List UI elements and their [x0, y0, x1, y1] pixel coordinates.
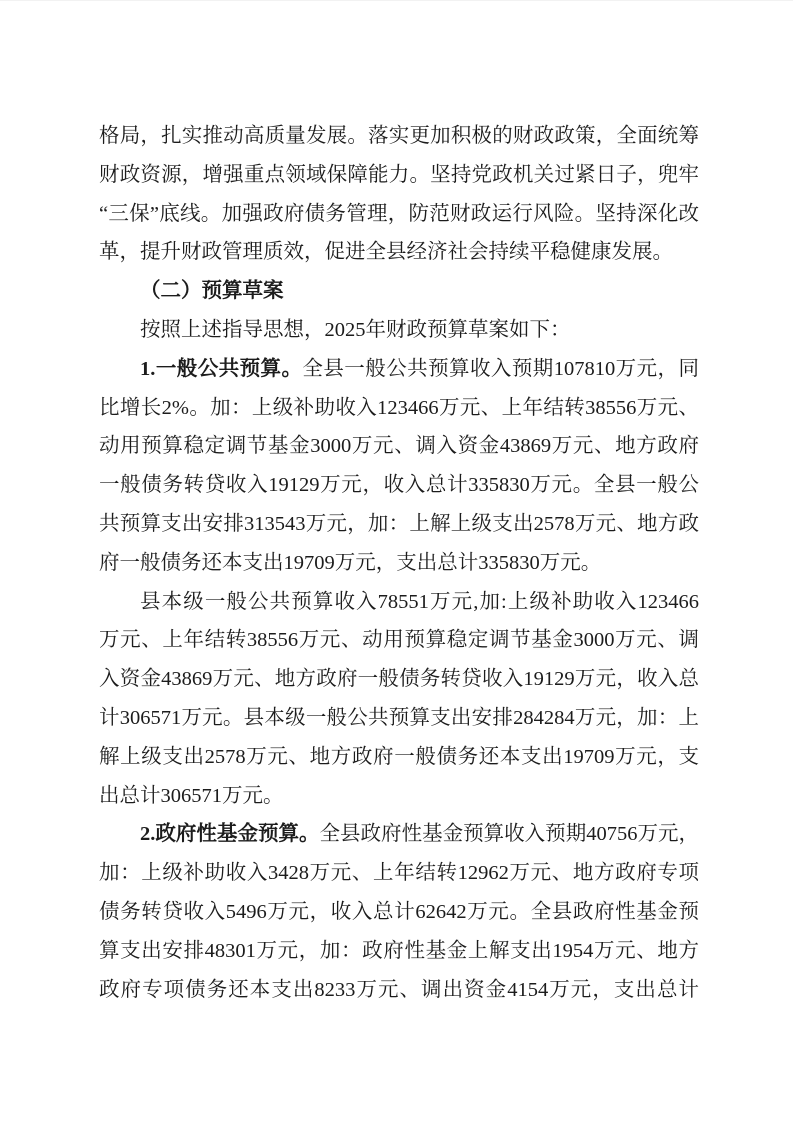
text-segment: 革，提升财政管理质效，促进全县经济社会持续平稳健康发展。 [99, 241, 673, 264]
text-segment: 府一般债务还本支出19709万元，支出总计335830万元。 [99, 551, 602, 574]
text-line [99, 466, 699, 505]
text-segment: 万元、上年结转38556万元、动用预算稳定调节基金3000万元、调 [99, 629, 699, 652]
text-segment: 出总计306571万元。 [99, 784, 284, 807]
text-line [99, 389, 699, 428]
text-line [99, 854, 699, 893]
text-segment: 全县政府性基金预算收入预期40756万元， [319, 823, 699, 846]
text-segment: 共预算支出安排313543万元，加：上解上级支出2578万元、地方政 [99, 512, 699, 535]
bold-text-segment: （二）预算草案 [140, 280, 284, 303]
text-segment: 一般债务转贷收入19129万元，收入总计335830万元。全县一般公 [99, 474, 699, 497]
paragraph-general-public-budget [99, 350, 699, 583]
bold-text-segment: 2.政府性基金预算。 [140, 823, 320, 846]
text-segment: 按照上述指导思想，2025年财政预算草案如下： [140, 318, 571, 341]
bold-text-segment: 1.一般公共预算。 [140, 357, 303, 380]
text-line [99, 195, 699, 234]
text-line [99, 893, 699, 932]
text-segment: 格局，扎实推动高质量发展。落实更加积极的财政政策，全面统筹 [99, 125, 699, 147]
text-segment: 算支出安排48301万元，加：政府性基金上解支出1954万元、地方 [99, 939, 699, 962]
text-line [99, 272, 699, 311]
text-line [99, 932, 699, 971]
text-segment: 全县一般公共预算收入预期107810万元，同 [302, 357, 699, 380]
text-segment: 政府专项债务还本支出8233万元、调出资金4154万元，支出总计 [99, 978, 699, 1001]
text-segment: 债务转贷收入5496万元，收入总计62642万元。全县政府性基金预 [99, 900, 699, 923]
paragraph-section-heading-budget-draft [99, 272, 699, 311]
text-line [99, 233, 699, 272]
text-segment: “三保”底线。加强政府债务管理，防范财政运行风险。坚持深化改 [99, 202, 699, 225]
text-segment: 县本级一般公共预算收入78551万元,加:上级补助收入123466 [140, 590, 699, 613]
text-line [99, 738, 699, 777]
text-line [99, 660, 699, 699]
paragraph-intro-continuation [99, 117, 699, 272]
text-segment: 计306571万元。县本级一般公共预算支出安排284284万元，加：上 [99, 706, 699, 729]
paragraph-budget-draft-intro [99, 311, 699, 350]
text-line [99, 971, 699, 1010]
paragraph-government-fund-budget [99, 815, 699, 1009]
text-line [99, 815, 699, 854]
text-line [99, 117, 699, 156]
text-segment: 入资金43869万元、地方政府一般债务转贷收入19129万元，收入总 [99, 668, 699, 691]
document-text-block [99, 117, 699, 1009]
text-line [99, 427, 699, 466]
paragraph-county-level-general-public-budget [99, 583, 699, 816]
text-line [99, 505, 699, 544]
text-segment: 财政资源，增强重点领域保障能力。坚持党政机关过紧日子，兜牢 [99, 163, 699, 186]
text-line [99, 621, 699, 660]
text-line [99, 350, 699, 389]
text-line [99, 311, 699, 350]
text-line [99, 583, 699, 622]
text-line [99, 777, 699, 816]
text-line [99, 699, 699, 738]
text-segment: 动用预算稳定调节基金3000万元、调入资金43869万元、地方政府 [99, 435, 699, 458]
text-segment: 比增长2%。加：上级补助收入123466万元、上年结转38556万元、 [99, 396, 699, 419]
text-segment: 加：上级补助收入3428万元、上年结转12962万元、地方政府专项 [99, 862, 699, 885]
text-line [99, 156, 699, 195]
text-segment: 解上级支出2578万元、地方政府一般债务还本支出19709万元，支 [99, 745, 699, 768]
text-line [99, 544, 699, 583]
